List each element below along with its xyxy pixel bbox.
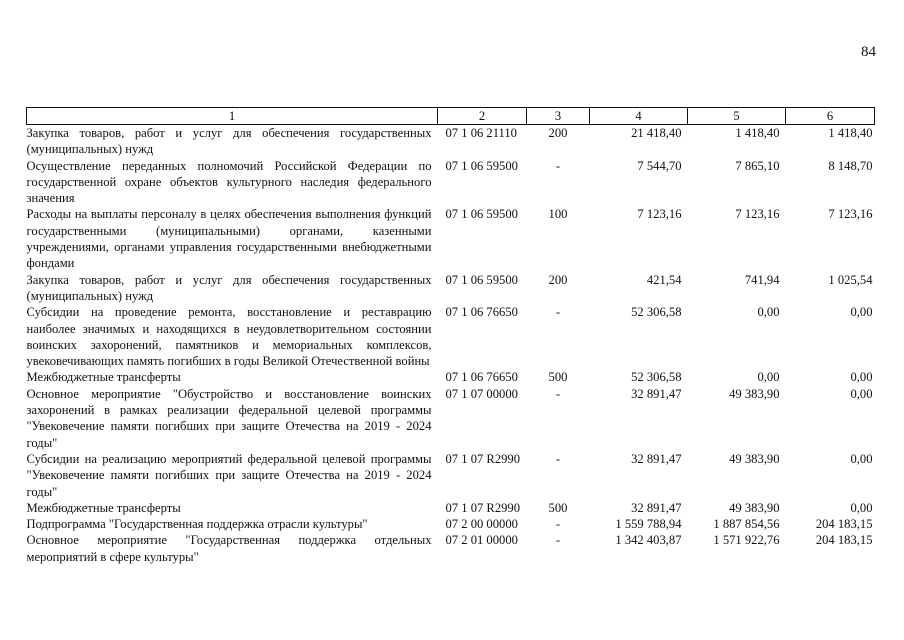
- row-name-cell: Субсидии на проведение ремонта, восстановление и реставрацию наиболее значимых и находящихся в неудовлетворительном состоянии воинских захоронений, памятников и мемориальных комплексов, увековечивающих память погибших в годы Великой Отечественной войны: [26, 305, 432, 369]
- row-value-col5-cell: 1 418,40: [735, 126, 780, 140]
- row-code-cell: 07 1 07 R2990: [445, 500, 521, 515]
- row-name-cell: Основное мероприятие "Обустройство и восстановление воинских захоронений в рамках реализации федеральной целевой программы "Увековечение памяти погибших при защите Отечества на 2019 - 2024 годы": [26, 386, 432, 450]
- row-code-cell: 07 1 07 00000: [445, 386, 518, 401]
- row-type-cell: 200: [548, 126, 568, 140]
- row-value-col6-cell: 0,00: [850, 451, 873, 466]
- row-value-col6-cell: 0,00: [850, 386, 873, 401]
- row-value-col5-cell: 741,94: [744, 272, 780, 287]
- table-row: [27, 125, 875, 158]
- table-row: [27, 272, 875, 305]
- column-header-3: 3: [527, 108, 590, 125]
- row-value-col6-cell: 8 148,70: [828, 158, 873, 173]
- row-code-cell: 07 1 06 76650: [445, 370, 518, 385]
- table-row: [27, 451, 875, 500]
- row-name-cell: Закупка товаров, работ и услуг для обеспечения государственных (муниципальных) нужд: [26, 126, 432, 157]
- row-value-col4-cell: 32 891,47: [631, 386, 682, 401]
- row-value-col6-cell: 204 183,15: [815, 533, 873, 548]
- row-value-col6-cell: 204 183,15: [815, 517, 873, 532]
- row-type-cell: -: [555, 451, 561, 466]
- row-value-col5-cell: 0,00: [757, 305, 780, 320]
- row-code-cell: 07 1 06 59500: [445, 207, 518, 222]
- row-value-col5-cell: 1 571 922,76: [713, 533, 780, 548]
- column-header-6: 6: [786, 108, 875, 125]
- row-type-cell: -: [555, 158, 561, 173]
- row-value-col5-cell: 7 123,16: [735, 207, 780, 222]
- row-value-col4-cell: 421,54: [646, 272, 682, 287]
- row-code-cell: 07 1 06 76650: [445, 305, 518, 320]
- table-row: [27, 532, 875, 565]
- row-value-col6-cell: 0,00: [850, 305, 873, 320]
- page-number: 84: [861, 44, 876, 60]
- row-value-col6-cell: 1 418,40: [828, 126, 873, 140]
- row-value-col5-cell: 49 383,90: [729, 500, 780, 515]
- budget-table: [26, 107, 875, 565]
- row-value-col6-cell: 0,00: [850, 500, 873, 515]
- row-code-cell: 07 1 06 59500: [445, 272, 518, 287]
- row-value-col5-cell: 0,00: [757, 370, 780, 385]
- row-value-col4-cell: 1 342 403,87: [615, 533, 682, 548]
- row-code-cell: 07 1 06 59500: [445, 158, 518, 173]
- row-name-cell: Закупка товаров, работ и услуг для обеспечения государственных (муниципальных) нужд: [26, 272, 432, 303]
- row-value-col4-cell: 1 559 788,94: [615, 517, 682, 532]
- table-row: [27, 304, 875, 369]
- row-name-cell: Расходы на выплаты персоналу в целях обеспечения выполнения функций государственными (муниципальными) органами, казенными учреждениями, органами управления государственными внебюджетными фондами: [26, 207, 432, 271]
- row-type-cell: -: [555, 305, 561, 320]
- row-code-cell: 07 2 01 00000: [445, 533, 518, 548]
- row-name-cell: Основное мероприятие "Государственная поддержка отдельных мероприятий в сфере культуры": [26, 533, 432, 564]
- row-value-col6-cell: 7 123,16: [828, 207, 873, 222]
- row-value-col5-cell: 7 865,10: [735, 158, 780, 173]
- row-code-cell: 07 1 06 21110: [445, 126, 517, 140]
- row-type-cell: 100: [548, 207, 568, 222]
- row-value-col6-cell: 0,00: [850, 370, 873, 385]
- column-header-5: 5: [688, 108, 786, 125]
- row-value-col4-cell: 7 544,70: [637, 158, 682, 173]
- column-header-1: 1: [27, 108, 438, 125]
- row-value-col6-cell: 1 025,54: [828, 272, 873, 287]
- row-type-cell: -: [555, 533, 561, 548]
- row-value-col5-cell: 1 887 854,56: [713, 517, 780, 532]
- table-body: [27, 125, 875, 566]
- row-value-col4-cell: 52 306,58: [631, 305, 682, 320]
- row-value-col4-cell: 32 891,47: [631, 451, 682, 466]
- row-name-cell: Межбюджетные трансферты: [26, 370, 181, 385]
- row-value-col5-cell: 49 383,90: [729, 451, 780, 466]
- row-value-col4-cell: 32 891,47: [631, 500, 682, 515]
- row-code-cell: 07 1 07 R2990: [445, 451, 521, 466]
- row-type-cell: -: [555, 517, 561, 532]
- column-header-4: 4: [590, 108, 688, 125]
- table-row: [27, 516, 875, 532]
- row-name-cell: Подпрограмма "Государственная поддержка отрасли культуры": [26, 517, 368, 532]
- row-name-cell: Осуществление переданных полномочий Российской Федерации по государственной охране объектов культурного наследия федерального значения: [26, 158, 432, 206]
- table-row: [27, 206, 875, 271]
- column-header-2: 2: [438, 108, 527, 125]
- row-value-col4-cell: 7 123,16: [637, 207, 682, 222]
- row-type-cell: 200: [548, 272, 568, 287]
- table-row: [27, 500, 875, 516]
- row-type-cell: 500: [548, 500, 568, 515]
- row-name-cell: Межбюджетные трансферты: [26, 500, 181, 515]
- row-name-cell: Субсидии на реализацию мероприятий федеральной целевой программы "Увековечение памяти погибших при защите Отечества на 2019 - 2024 годы": [26, 451, 432, 499]
- table-row: [27, 369, 875, 385]
- column-number-header-row: [27, 108, 875, 125]
- row-type-cell: -: [555, 386, 561, 401]
- row-value-col4-cell: 52 306,58: [631, 370, 682, 385]
- row-code-cell: 07 2 00 00000: [445, 517, 518, 532]
- table-row: [27, 158, 875, 207]
- row-value-col4-cell: 21 418,40: [631, 126, 682, 140]
- row-type-cell: 500: [548, 370, 568, 385]
- table-row: [27, 386, 875, 451]
- row-value-col5-cell: 49 383,90: [729, 386, 780, 401]
